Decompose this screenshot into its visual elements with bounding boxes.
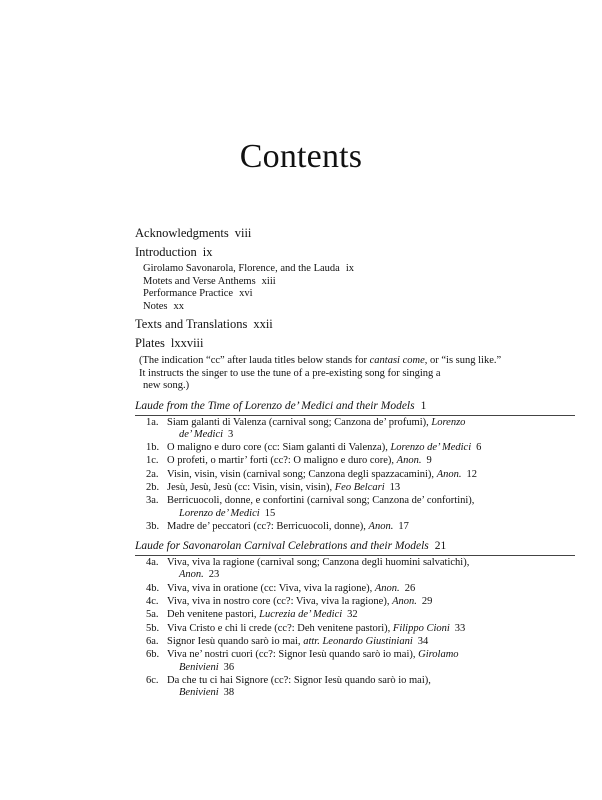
item-page: 13: [389, 481, 401, 493]
toc-item: [135, 609, 575, 621]
item-author: Filippo Cioni: [392, 622, 450, 634]
item-author: Lorenzo de’ Medici: [390, 442, 472, 454]
toc-item: [135, 596, 575, 608]
item-title: Siam galanti di Valenza (carnival song; Canzona de’ profumi),: [167, 416, 432, 428]
toc-page: viii: [234, 226, 252, 240]
item-number: 1a.: [146, 416, 159, 428]
toc-subentry: [135, 288, 575, 301]
item-number: 1b.: [146, 442, 160, 454]
item-title: Jesù, Jesù, Jesù (cc: Visin, visin, visin),: [167, 481, 335, 493]
toc-subentry: [135, 263, 575, 276]
item-number: 4b.: [146, 582, 160, 594]
section-page: 21: [434, 540, 447, 553]
toc-item: [135, 521, 575, 533]
note-text: It instructs the singer to use the tune of a pre-existing song for singing a: [139, 367, 441, 379]
item-author: Anon.: [392, 596, 417, 608]
toc-entry-plates: [135, 335, 575, 351]
section-page: 1: [420, 399, 427, 412]
item-author: Anon.: [179, 569, 204, 581]
cantasi-come-note: [135, 355, 575, 393]
toc-item: [135, 583, 575, 595]
section-title: Laude from the Time of Lorenzo de’ Medici and their Models: [135, 399, 415, 412]
toc-item: [135, 482, 575, 494]
item-number: 5b.: [146, 622, 160, 634]
toc-page: lxxviii: [170, 336, 204, 350]
toc-item: [135, 495, 575, 520]
item-author: Lucrezia de’ Medici: [259, 609, 343, 621]
toc-label: Performance Practice: [143, 288, 234, 299]
item-author: Lorenzo: [431, 416, 466, 428]
page-title: Contents: [239, 138, 363, 175]
item-title: Signor Iesù quando sarò io mai,: [167, 635, 304, 647]
section-title: Laude for Savonarolan Carnival Celebrations and their Models: [135, 540, 429, 553]
toc-item: [135, 455, 575, 467]
item-title: Madre de’ peccatori (cc?: Berricuocoli, donne),: [167, 520, 369, 532]
toc-label: Introduction: [135, 245, 197, 259]
item-number: 6a.: [146, 635, 159, 647]
item-number: 6c.: [146, 674, 159, 686]
toc-item: [135, 623, 575, 635]
item-title: Viva, viva in nostro core (cc?: Viva, viva la ragione),: [167, 596, 393, 608]
item-author: Benivieni: [179, 687, 219, 699]
toc-page: ix: [345, 263, 354, 274]
toc-label: Notes: [143, 300, 168, 312]
introduction-subsections: [135, 263, 575, 313]
section-heading-2: [135, 539, 575, 553]
item-number: 1c.: [146, 455, 159, 467]
item-title: O maligno e duro core (cc: Siam galanti di Valenza),: [167, 442, 391, 454]
item-page: 9: [426, 455, 432, 467]
item-author: Girolamo: [418, 649, 459, 661]
item-page: 6: [476, 442, 482, 454]
item-title: Deh venitene pastori,: [167, 609, 260, 621]
item-page: 38: [223, 687, 235, 699]
toc-subentry: [135, 301, 575, 314]
item-page: 12: [466, 468, 477, 480]
item-number: 3b.: [146, 520, 160, 532]
item-page: 34: [417, 635, 429, 647]
toc-label: Plates: [135, 336, 165, 350]
item-page: 26: [404, 582, 416, 594]
item-title: Da che tu ci hai Signore (cc?: Signor Iesù quando sarò io mai),: [167, 674, 431, 686]
toc-page: xx: [173, 300, 184, 312]
toc-page: xxii: [253, 317, 273, 331]
toc-item: [135, 649, 575, 674]
toc-entry-acknowledgments: [135, 225, 575, 241]
item-page: 23: [208, 569, 220, 581]
toc-item: [135, 675, 575, 700]
item-number: 2a.: [146, 468, 159, 480]
item-author: de’ Medici: [179, 428, 224, 440]
toc-page: xiii: [261, 275, 276, 287]
note-text: , or “is sung like.”: [424, 355, 502, 366]
item-number: 5a.: [146, 609, 159, 621]
toc-label: Acknowledgments: [135, 226, 229, 240]
note-text: new song.): [143, 380, 190, 391]
item-page: 33: [454, 622, 466, 634]
item-author: Anon.: [374, 582, 400, 594]
item-page: 15: [264, 507, 276, 519]
item-page: 36: [223, 661, 235, 673]
item-page: 32: [347, 609, 358, 621]
toc-item: [135, 417, 575, 442]
toc-item: [135, 636, 575, 648]
item-author: Feo Belcari: [334, 481, 385, 493]
section-divider: [135, 415, 575, 416]
note-italic: cantasi come: [369, 355, 425, 366]
toc-label: Girolamo Savonarola, Florence, and the Lauda: [143, 263, 340, 274]
table-of-contents: [135, 222, 575, 699]
section-divider: [135, 555, 575, 556]
item-number: 4c.: [146, 596, 159, 608]
item-number: 6b.: [146, 649, 160, 661]
toc-label: Motets and Verse Anthems: [143, 275, 256, 287]
item-number: 4a.: [146, 557, 159, 569]
item-title: Viva ne’ nostri cuori (cc?: Signor Iesù quando sarò io mai),: [167, 649, 419, 661]
toc-subentry: [135, 276, 575, 289]
item-page: 3: [228, 428, 234, 440]
toc-item: [135, 469, 575, 481]
item-title: Viva Cristo e chi li crede (cc?: Deh venitene pastori),: [167, 622, 393, 634]
toc-item: [135, 442, 575, 454]
toc-label: Texts and Translations: [135, 317, 248, 331]
item-author: Anon.: [396, 455, 422, 467]
item-page: 29: [421, 596, 433, 608]
item-title: Visin, visin, visin (carnival song; Canzona degli spazzacamini),: [167, 468, 437, 480]
toc-item: [135, 557, 575, 582]
item-author: attr. Leonardo Giustiniani: [303, 635, 413, 647]
item-author: Anon.: [436, 468, 462, 480]
item-title: Viva, viva la ragione (carnival song; Canzona degli huomini salvatichi),: [167, 557, 470, 569]
item-page: 17: [398, 520, 409, 532]
note-text: (The indication “cc” after lauda titles below stands for: [139, 355, 370, 366]
toc-page: xvi: [239, 288, 253, 299]
toc-entry-introduction: [135, 244, 575, 260]
item-number: 3a.: [146, 495, 159, 507]
item-author: Lorenzo de’ Medici: [179, 507, 260, 519]
item-title: Berricuocoli, donne, e confortini (carnival song; Canzona de’ confortini),: [167, 495, 475, 507]
item-author: Anon.: [368, 520, 394, 532]
item-author: Benivieni: [179, 661, 219, 673]
item-title: O profeti, o martir’ forti (cc?: O maligno e duro core),: [167, 455, 397, 467]
item-title: Viva, viva in oratione (cc: Viva, viva la ragione),: [167, 582, 375, 594]
toc-entry-texts: [135, 316, 575, 332]
toc-page: ix: [202, 245, 213, 259]
item-number: 2b.: [146, 481, 160, 493]
section-heading-1: [135, 399, 575, 413]
